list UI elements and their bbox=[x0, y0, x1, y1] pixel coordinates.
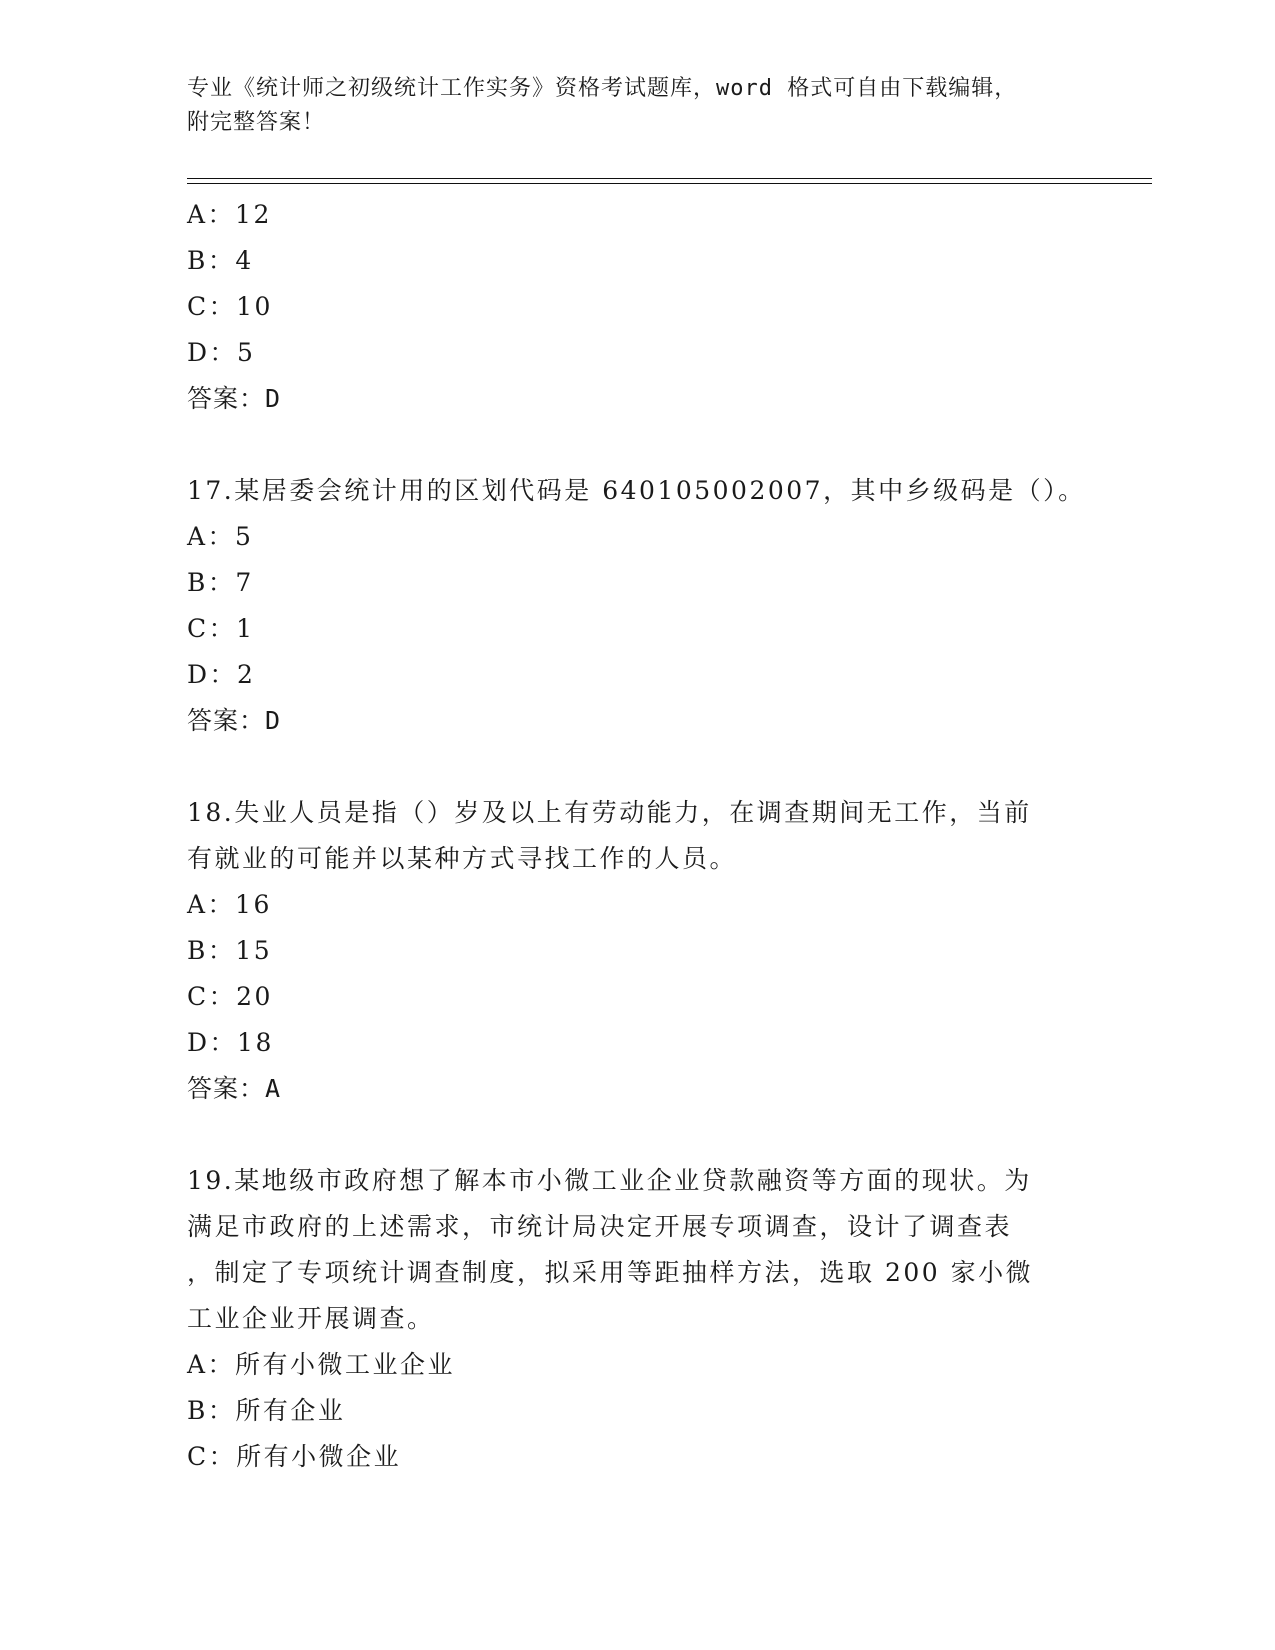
question-text-line-2: 满足市政府的上述需求，市统计局决定开展专项调查，设计了调查表 bbox=[187, 1212, 1013, 1241]
option-a: A：5 bbox=[187, 522, 254, 551]
question-18 bbox=[187, 790, 1087, 1112]
option-c: C：所有小微企业 bbox=[187, 1442, 402, 1471]
header-line-1: 专业《统计师之初级统计工作实务》资格考试题库，word 格式可自由下载编辑， bbox=[187, 76, 1018, 101]
answer-line: 答案：D bbox=[187, 706, 282, 735]
option-d: D：5 bbox=[187, 338, 256, 367]
header-rule-top bbox=[187, 178, 1152, 179]
option-c: C：20 bbox=[187, 982, 273, 1011]
option-b: B：所有企业 bbox=[187, 1396, 346, 1425]
option-a: A：16 bbox=[187, 890, 272, 919]
question-text-line-1: 18.失业人员是指（）岁及以上有劳动能力，在调查期间无工作，当前 bbox=[187, 798, 1032, 827]
answer-line: 答案：A bbox=[187, 1074, 282, 1103]
option-b: B：7 bbox=[187, 568, 254, 597]
question-17 bbox=[187, 468, 1087, 744]
question-text-line-1: 19.某地级市政府想了解本市小微工业企业贷款融资等方面的现状。为 bbox=[187, 1166, 1032, 1195]
question-text-line-2: 有就业的可能并以某种方式寻找工作的人员。 bbox=[187, 844, 738, 873]
option-a: A：所有小微工业企业 bbox=[187, 1350, 456, 1379]
answer-line: 答案：D bbox=[187, 384, 282, 413]
header-rule-bottom bbox=[187, 183, 1152, 184]
question-text: 17.某居委会统计用的区划代码是 640105002007，其中乡级码是（）。 bbox=[187, 476, 1086, 505]
question-text-line-3: ，制定了专项统计调查制度，拟采用等距抽样方法，选取 200 家小微 bbox=[187, 1258, 1034, 1287]
option-b: B：4 bbox=[187, 246, 254, 275]
option-a: A：12 bbox=[187, 200, 272, 229]
option-d: D：2 bbox=[187, 660, 256, 689]
page-header bbox=[187, 72, 1087, 140]
question-16 bbox=[187, 192, 1087, 422]
option-c: C：1 bbox=[187, 614, 255, 643]
question-19 bbox=[187, 1158, 1087, 1480]
option-b: B：15 bbox=[187, 936, 273, 965]
option-c: C：10 bbox=[187, 292, 273, 321]
question-text-line-4: 工业企业开展调查。 bbox=[187, 1304, 435, 1333]
header-line-2: 附完整答案！ bbox=[187, 110, 326, 135]
option-d: D：18 bbox=[187, 1028, 274, 1057]
question-list bbox=[187, 192, 1087, 1480]
